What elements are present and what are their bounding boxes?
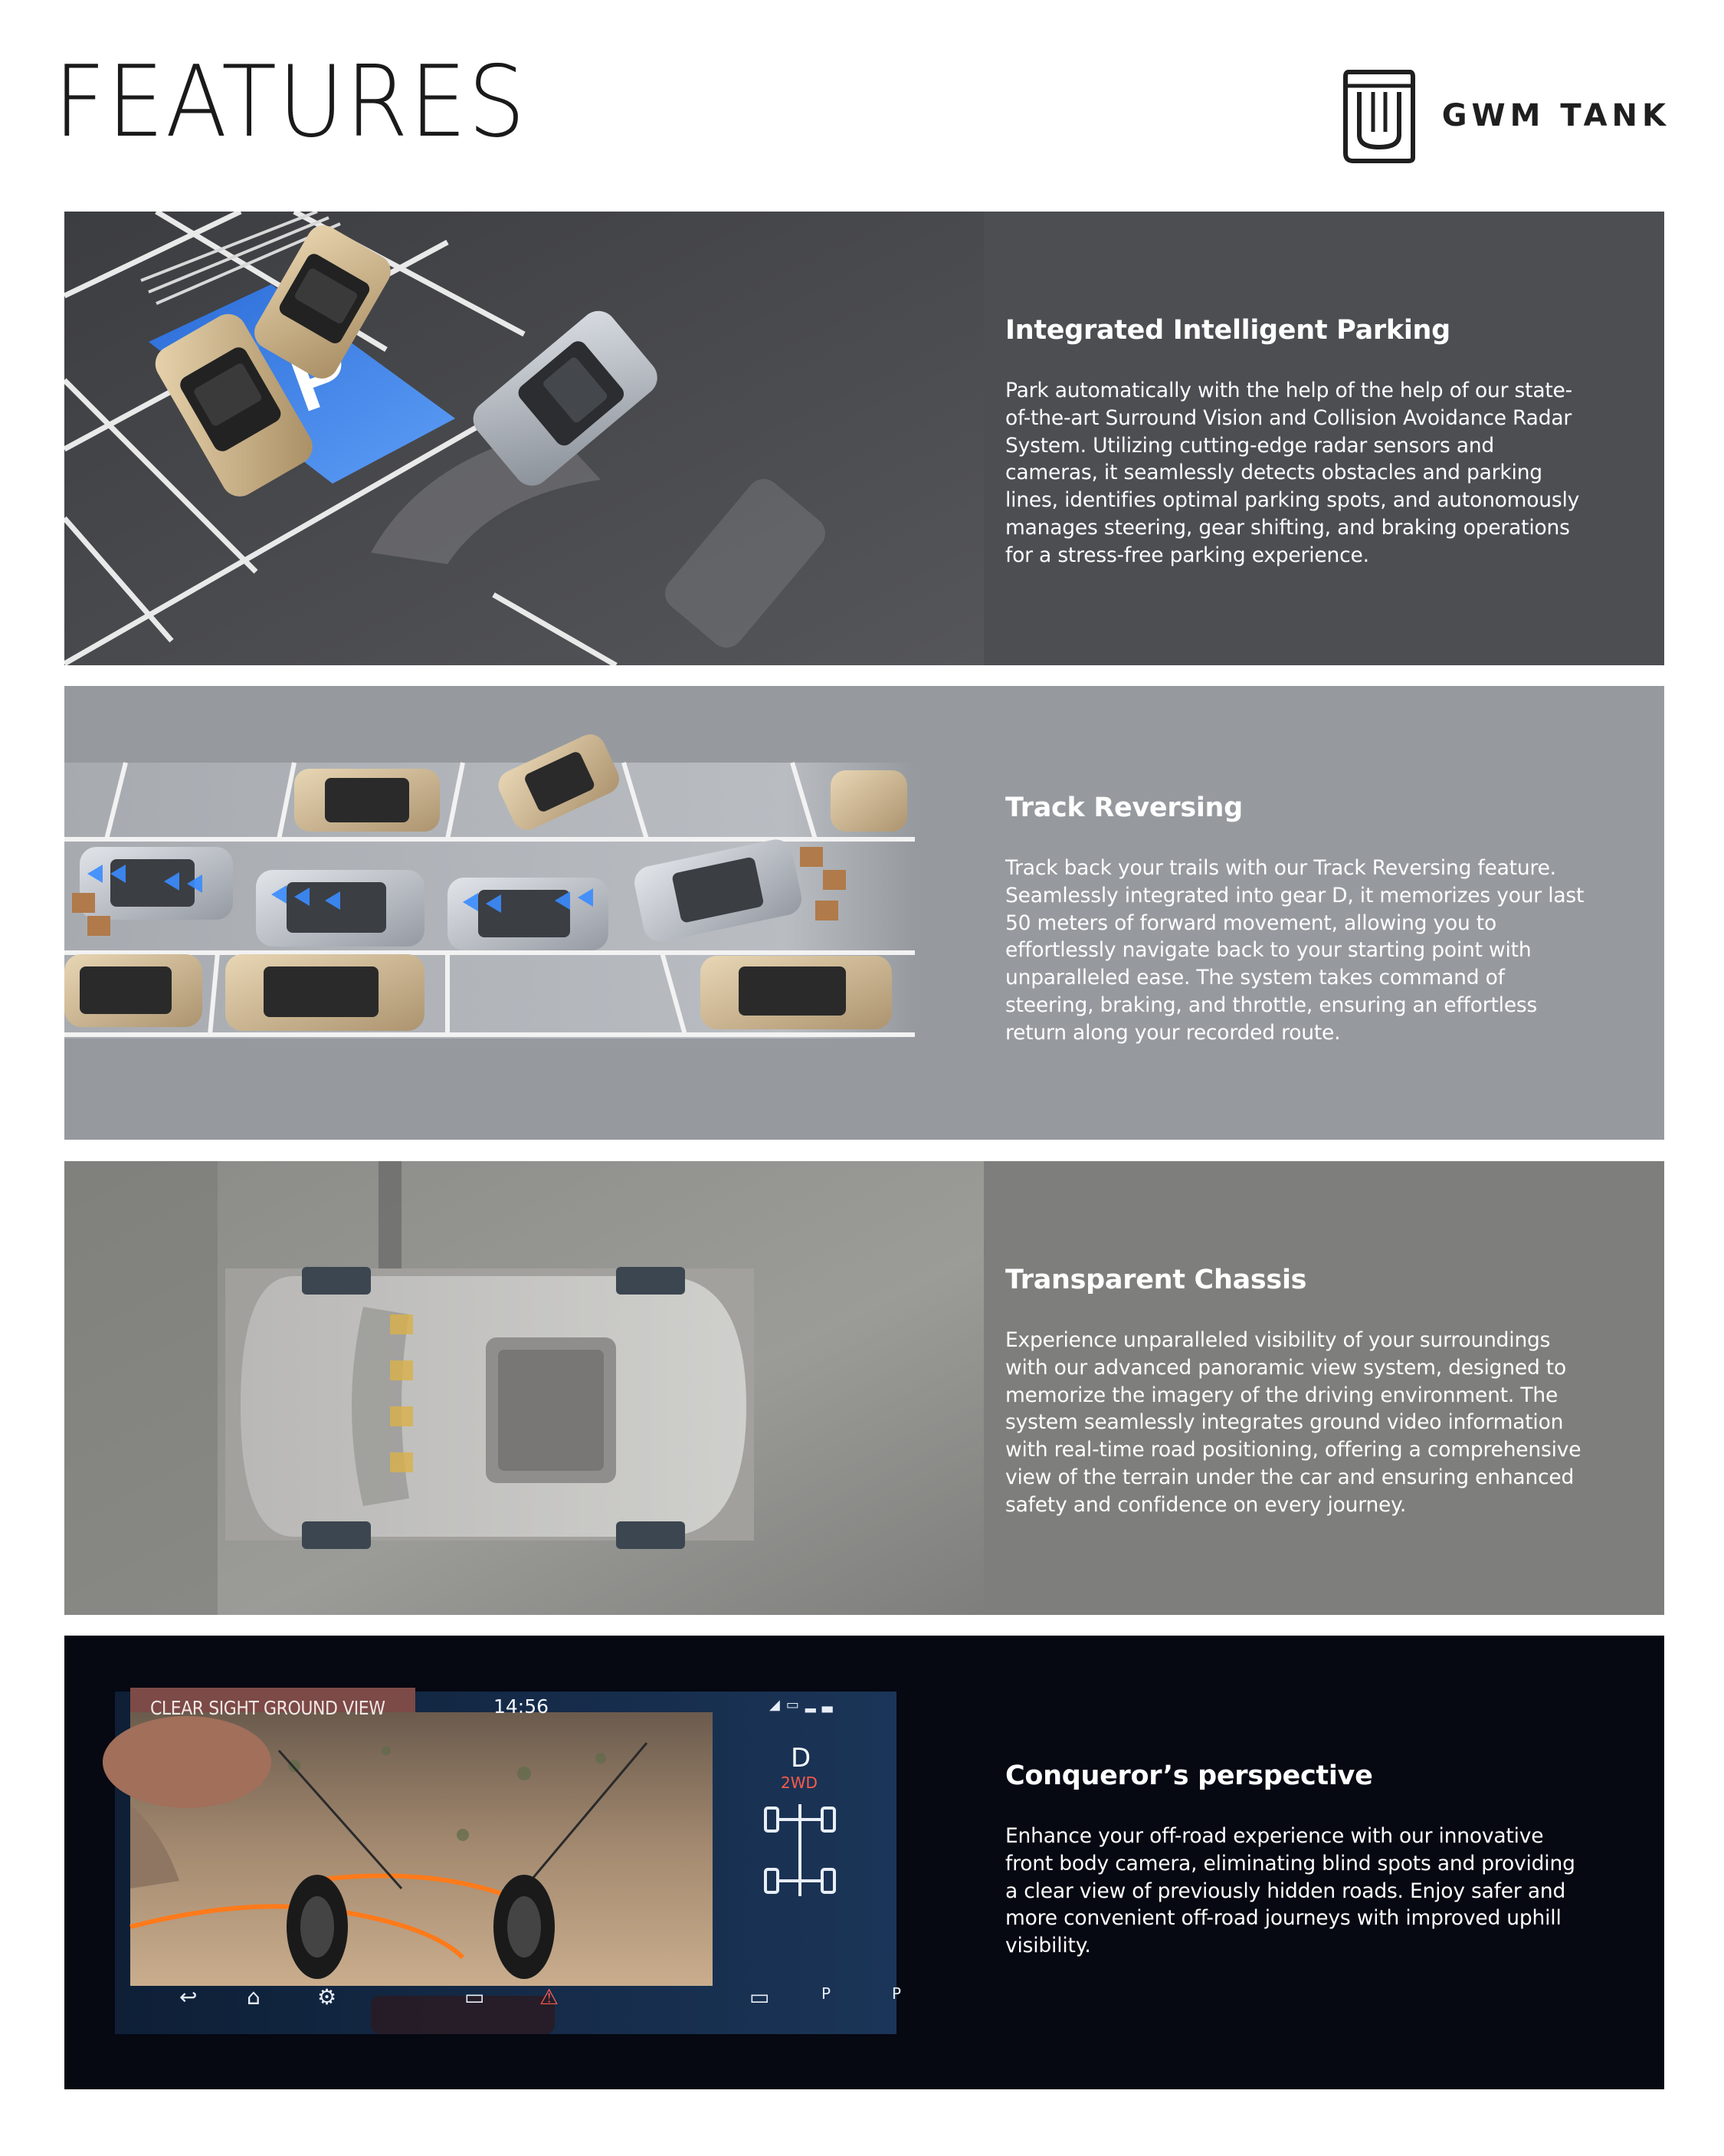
battery-icon: ▭: [785, 1697, 805, 1712]
back-icon[interactable]: ↩: [179, 1984, 198, 2010]
feature-copy: [1005, 314, 1588, 569]
settings-icon[interactable]: ⚙: [317, 1984, 337, 2010]
status-icons: [769, 1697, 839, 1713]
feature-heading: Integrated Intelligent Parking: [1005, 315, 1450, 346]
feature-panel-parking: [64, 212, 1664, 665]
feature-heading: Track Reversing: [1005, 793, 1243, 823]
screen-time: 14:56: [493, 1695, 549, 1718]
brand-name: GWM TANK: [1441, 98, 1670, 133]
feature-copy: [1005, 792, 1588, 1047]
transparent-chassis-illustration: [64, 1161, 984, 1615]
warning-icon[interactable]: ⚠: [539, 1984, 559, 2010]
feature-heading: Conqueror’s perspective: [1005, 1761, 1373, 1791]
parking-assist-icon[interactable]: P: [892, 1984, 902, 2003]
feature-copy: [1005, 1264, 1588, 1519]
network-icon: ▂▃: [805, 1697, 839, 1712]
gear-indicator: D: [791, 1743, 811, 1774]
feature-panel-transparent-chassis: [64, 1161, 1664, 1615]
feature-panel-conquerors-perspective: [64, 1636, 1664, 2089]
feature-description: Track back your trails with our Track Reversing feature. Seamlessly integrated into gear D, it memorizes your last 50 meters of forward movement, allowing you to effortlessly navigate back to your starting point with unparalleled ease. The system takes command of steering, braking, and throttle, ensuring an effortless return along your recorded route.: [1005, 856, 1585, 1045]
screen-mode-label: CLEAR SIGHT GROUND VIEW: [150, 1697, 385, 1719]
feature-heading: Transparent Chassis: [1005, 1265, 1307, 1295]
video-camera-icon[interactable]: ▭: [749, 1984, 770, 2010]
feature-panel-track-reversing: [64, 686, 1664, 1140]
drive-mode-indicator: 2WD: [781, 1774, 818, 1792]
track-reversing-illustration: [64, 686, 984, 1140]
feature-copy: [1005, 1760, 1588, 1960]
page-title: FEATURES: [54, 45, 527, 159]
camera-view-icon[interactable]: ▭: [464, 1984, 485, 2010]
feature-description: Park automatically with the help of the help of our state-of-the-art Surround Vision and Collision Avoidance Radar System. Utilizing cutting-edge radar sensors and cameras, it seamlessly detects obstacles and parking lines, identifies optimal parking spots, and autonomously manages steering, gear shifting, and braking operations for a stress-free parking experience.: [1005, 379, 1580, 567]
parking-icon[interactable]: P: [821, 1984, 831, 2003]
automated-parking-illustration: [64, 212, 984, 665]
tank-logo-icon: [1342, 67, 1416, 164]
brand-logo: [1342, 67, 1670, 164]
feature-description: Enhance your off-road experience with our innovative front body camera, eliminating blind spots and providing a clear view of previously hidden roads. Enjoy safer and more convenient off-road journeys with improved uphill visibility.: [1005, 1824, 1575, 1958]
signal-icon: ◢: [769, 1697, 786, 1712]
feature-description: Experience unparalleled visibility of your surroundings with our advanced panoramic view system, designed to memorize the imagery of the driving environment. The system seamlessly integrates ground video information with real-time road positioning, offering a comprehensive view of the terrain under the car and ensuring enhanced safety and confidence on every journey.: [1005, 1328, 1581, 1517]
home-icon[interactable]: ⌂: [247, 1984, 261, 2010]
screen-nav-bar: [179, 1984, 902, 2023]
